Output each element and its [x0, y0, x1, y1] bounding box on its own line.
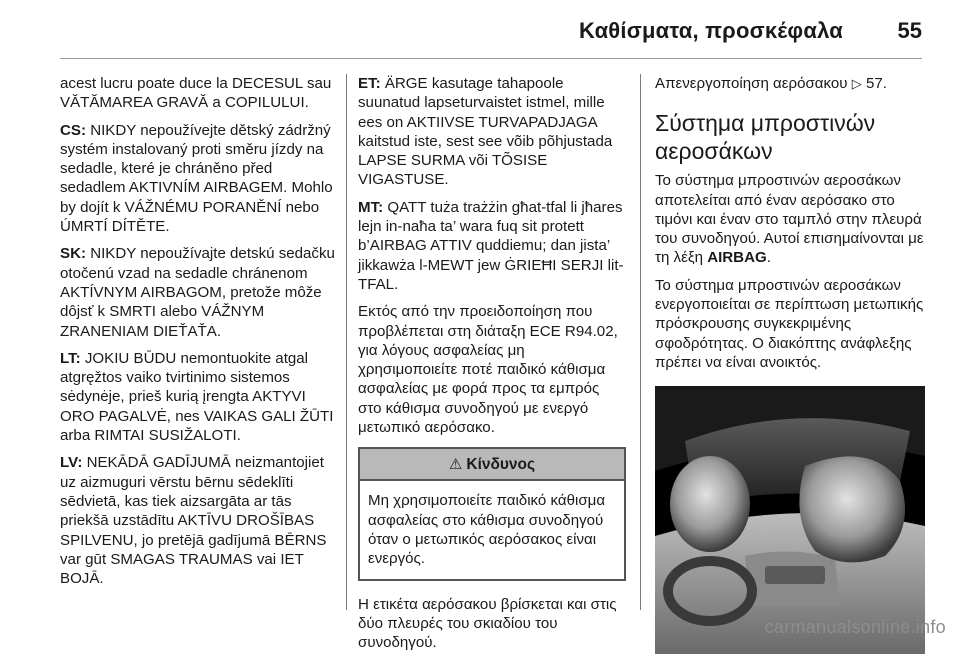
paragraph-text: JOKIU BŪDU nemontuokite atgal atgręžtos vaiko tvirtinimo sistemos sėdynėje, prieš kurią įrengta AKTYVI ORO PAGALVĖ, nes VAIKAS GALI ŽŪTI arba RIMTAI SUSIŽALOTI. — [60, 349, 334, 445]
paragraph-lt — [60, 349, 336, 445]
lang-label: SK: — [60, 245, 86, 263]
lang-label: LV: — [60, 454, 83, 472]
lang-label: ET: — [358, 75, 381, 92]
paragraph-text: . — [766, 249, 771, 267]
deactivation-reference — [655, 74, 925, 93]
airbag-illustration-svg — [655, 386, 925, 654]
console-display — [765, 566, 825, 584]
paragraph-text: NIKDY nepoužívejte dětský zádržný systém instalovaný proti směru jízdy na sedadle, které je chráněno před sedadlem AKTIVNÍM AIRBAGEM. Mohlo by dojít k VÁŽNÉMU PORANĚNÍ nebo ÚMRTÍ DÍTĚTE. — [60, 121, 333, 236]
airbag-illustration — [655, 386, 925, 654]
lang-label: MT: — [358, 198, 384, 216]
warning-header — [360, 449, 624, 481]
paragraph-text: QATT tuża trażżin għat-tfal li jħares lejn in-naħa ta’ wara fuq sit protett b’AIRBAG ATTIV quddiemu; dan jista’ jikkawża l-MEWT jew ĠRIEĦI SERJI lit-TFAL. — [358, 198, 624, 293]
warning-box — [358, 447, 626, 580]
watermark: carmanualsonline.info — [764, 617, 946, 637]
driver-airbag — [670, 456, 750, 552]
paragraph-mt — [358, 198, 626, 294]
lang-label: LT: — [60, 349, 81, 367]
lang-label: CS: — [60, 121, 86, 139]
header-rule — [60, 58, 922, 59]
label-paragraph: Η ετικέτα αερόσακου βρίσκεται και στις δύο πλευρές του σκιαδίου του συνοδηγού. — [358, 595, 617, 652]
reference-text: Απενεργοποίηση αερόσακου — [655, 75, 848, 92]
column-3 — [655, 74, 925, 654]
paragraph-text: NIKDY nepoužívajte detskú sedačku otočenú vzad na sedadle chránenom AKTÍVNYM AIRBAGOM, pretože môže dôjsť k SMRTI alebo VÁŽNYM ZRANENIAM DIEŤAŤA. — [60, 245, 335, 340]
section-paragraph-1 — [655, 171, 925, 267]
column-1 — [60, 74, 336, 596]
column-2 — [358, 74, 626, 660]
column-divider-1 — [346, 74, 347, 610]
section-heading: Σύστημα μπροστινών αεροσάκων — [655, 110, 876, 165]
warning-title: Κίνδυνος — [466, 456, 536, 474]
airbag-term: AIRBAG — [707, 249, 767, 267]
paragraph-text: ÄRGE kasutage tahapoole suunatud lapseturvaistet istmel, mille ees on AKTIIVSE TURVAPADJAGA kaitstud iste, sest see võib põhjustada LAPSE SURMA või TÕSISE VIGASTUSE. — [358, 75, 613, 189]
paragraph-cs — [60, 121, 336, 237]
greek-paragraph: Εκτός από την προειδοποίηση που προβλέπεται στη διάταξη ECE R94.02, για λόγους ασφαλείας μη χρησιμοποιείτε ποτέ παιδικό κάθισμα ασφαλείας με φορά προς τα εμπρός στο κάθισμα συνοδηγού με ενεργό μετωπικό αερόσακο. — [358, 303, 618, 437]
page-title: Καθίσματα, προσκέφαλα — [579, 18, 843, 43]
intro-paragraph: acest lucru poate duce la DECESUL sau VĂTĂMAREA GRAVĂ a COPILULUI. — [60, 75, 332, 112]
paragraph-lv — [60, 453, 336, 588]
page-number: 55 — [897, 18, 922, 43]
section-paragraph-2: Το σύστημα μπροστινών αεροσάκων ενεργοποιείται σε περίπτωση μετωπικής πρόσκρουσης συγκεκριμένης σφοδρότητας. Ο διακόπτης ανάφλεξης πρέπει να είναι ανοικτός. — [655, 276, 924, 371]
reference-page: 57. — [865, 75, 887, 92]
paragraph-sk — [60, 244, 336, 340]
warning-text: Μη χρησιμοποιείτε παιδικό κάθισμα ασφαλείας στο κάθισμα συνοδηγού όταν ο μετωπικός αερόσακος είναι ενεργός. — [368, 492, 606, 568]
page-reference-arrow-icon: ▷ — [851, 76, 862, 91]
warning-triangle-icon: ⚠ — [448, 456, 463, 474]
passenger-airbag — [799, 457, 905, 563]
column-divider-2 — [640, 74, 641, 610]
paragraph-text: NEKĀDĀ GADĪJUMĀ neizmantojiet uz aizmuguri vērstu bērnu sēdeklīti sēdvietā, kas tiek aizsargāta ar tās priekšā uzstādītu AKTĪVU DROŠĪBAS SPILVENU, jo pretējā gadījumā BĒRNS var gūt SMAGAS TRAUMAS vai IET BOJĀ. — [60, 454, 327, 588]
paragraph-text: Το σύστημα μπροστινών αεροσάκων αποτελείται από έναν αερόσακο στο τιμόνι και έναν στο ταμπλό στην πλευρά του συνοδηγού. Αυτοί επισημαίνονται με τη λέξη — [655, 172, 924, 267]
page-header — [0, 0, 960, 58]
paragraph-et — [358, 74, 626, 190]
